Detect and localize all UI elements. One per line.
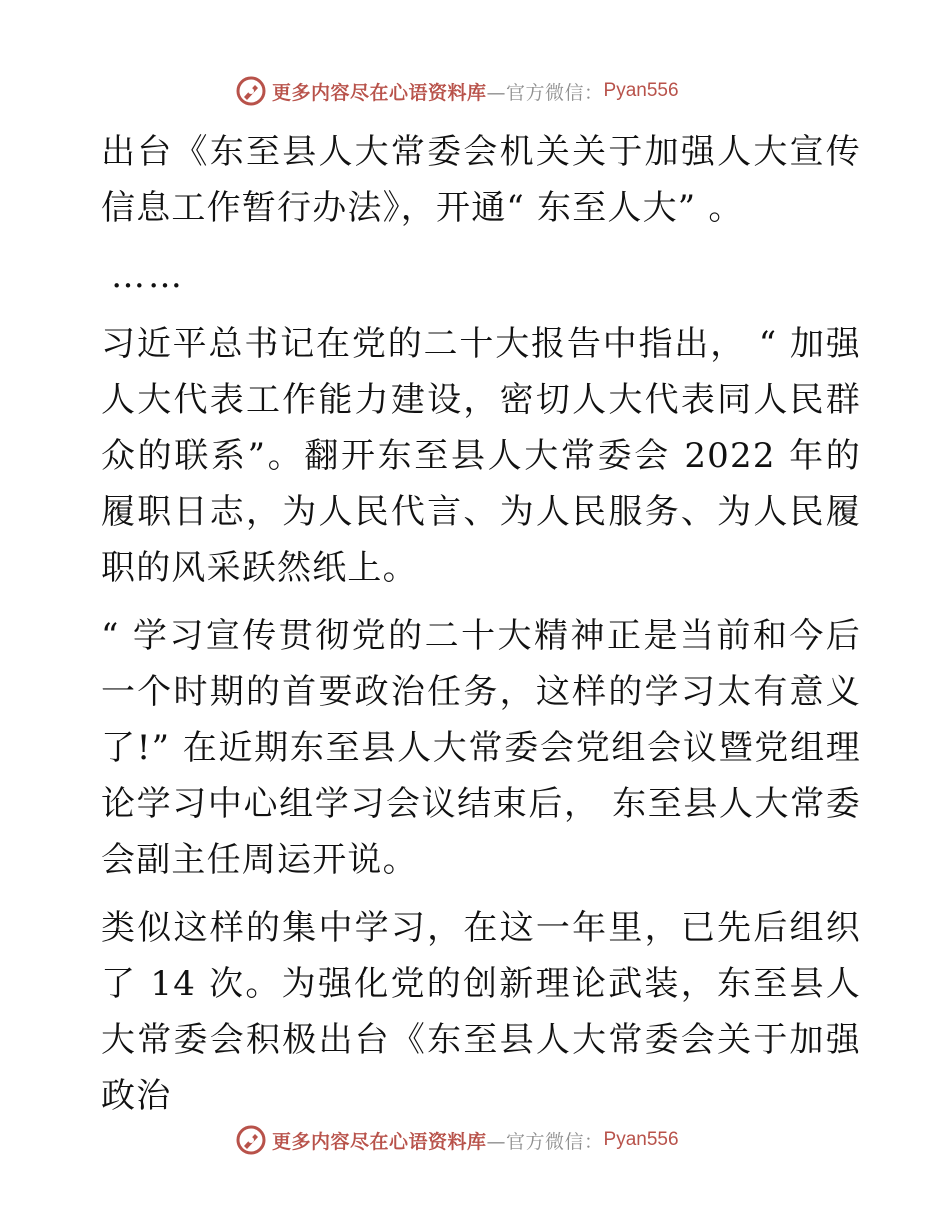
paragraph-2: 习近平总书记在党的二十大报告中指出， “ 加强人大代表工作能力建设，密切人大代表同人民群众的联系”。翻开东至县人大常委会 2022 年的履职日志，为人民代言、为人民服务、为人民履职的风采跃然纸上。 xyxy=(101,324,861,588)
footer-watermark xyxy=(236,1123,679,1157)
paragraph-4: 类似这样的集中学习，在这一年里，已先后组织了 14 次。为强化党的创新理论武装，东至县人大常委会积极出台《东至县人大常委会关于加强政治 xyxy=(101,908,861,1116)
watermark-wechat-id: Pyan556 xyxy=(603,80,679,101)
paragraph-3: “ 学习宣传贯彻党的二十大精神正是当前和今后一个时期的首要政治任务，这样的学习太有意义了!” 在近期东至县人大常委会党组会议暨党组理论学习中心组学习会议结束后， 东至县人大常委会副主任周运开说。 xyxy=(101,616,861,880)
watermark-separator: —官方微信： xyxy=(486,1130,604,1153)
header-watermark xyxy=(236,74,679,108)
document-body xyxy=(101,124,861,1136)
watermark-wechat-id: Pyan556 xyxy=(603,1129,679,1150)
watermark-logo-icon xyxy=(236,1125,266,1155)
watermark-site-text: 更多内容尽在心语资料库 xyxy=(272,1130,487,1153)
paragraph-1: 出台《东至县人大常委会机关关于加强人大宣传信息工作暂行办法》，开通“ 东至人大” 。 xyxy=(101,132,861,228)
paragraph-ellipsis: …… xyxy=(111,256,185,296)
watermark-logo-icon xyxy=(236,76,266,106)
watermark-site-text: 更多内容尽在心语资料库 xyxy=(272,81,487,104)
watermark-separator: —官方微信： xyxy=(486,81,604,104)
